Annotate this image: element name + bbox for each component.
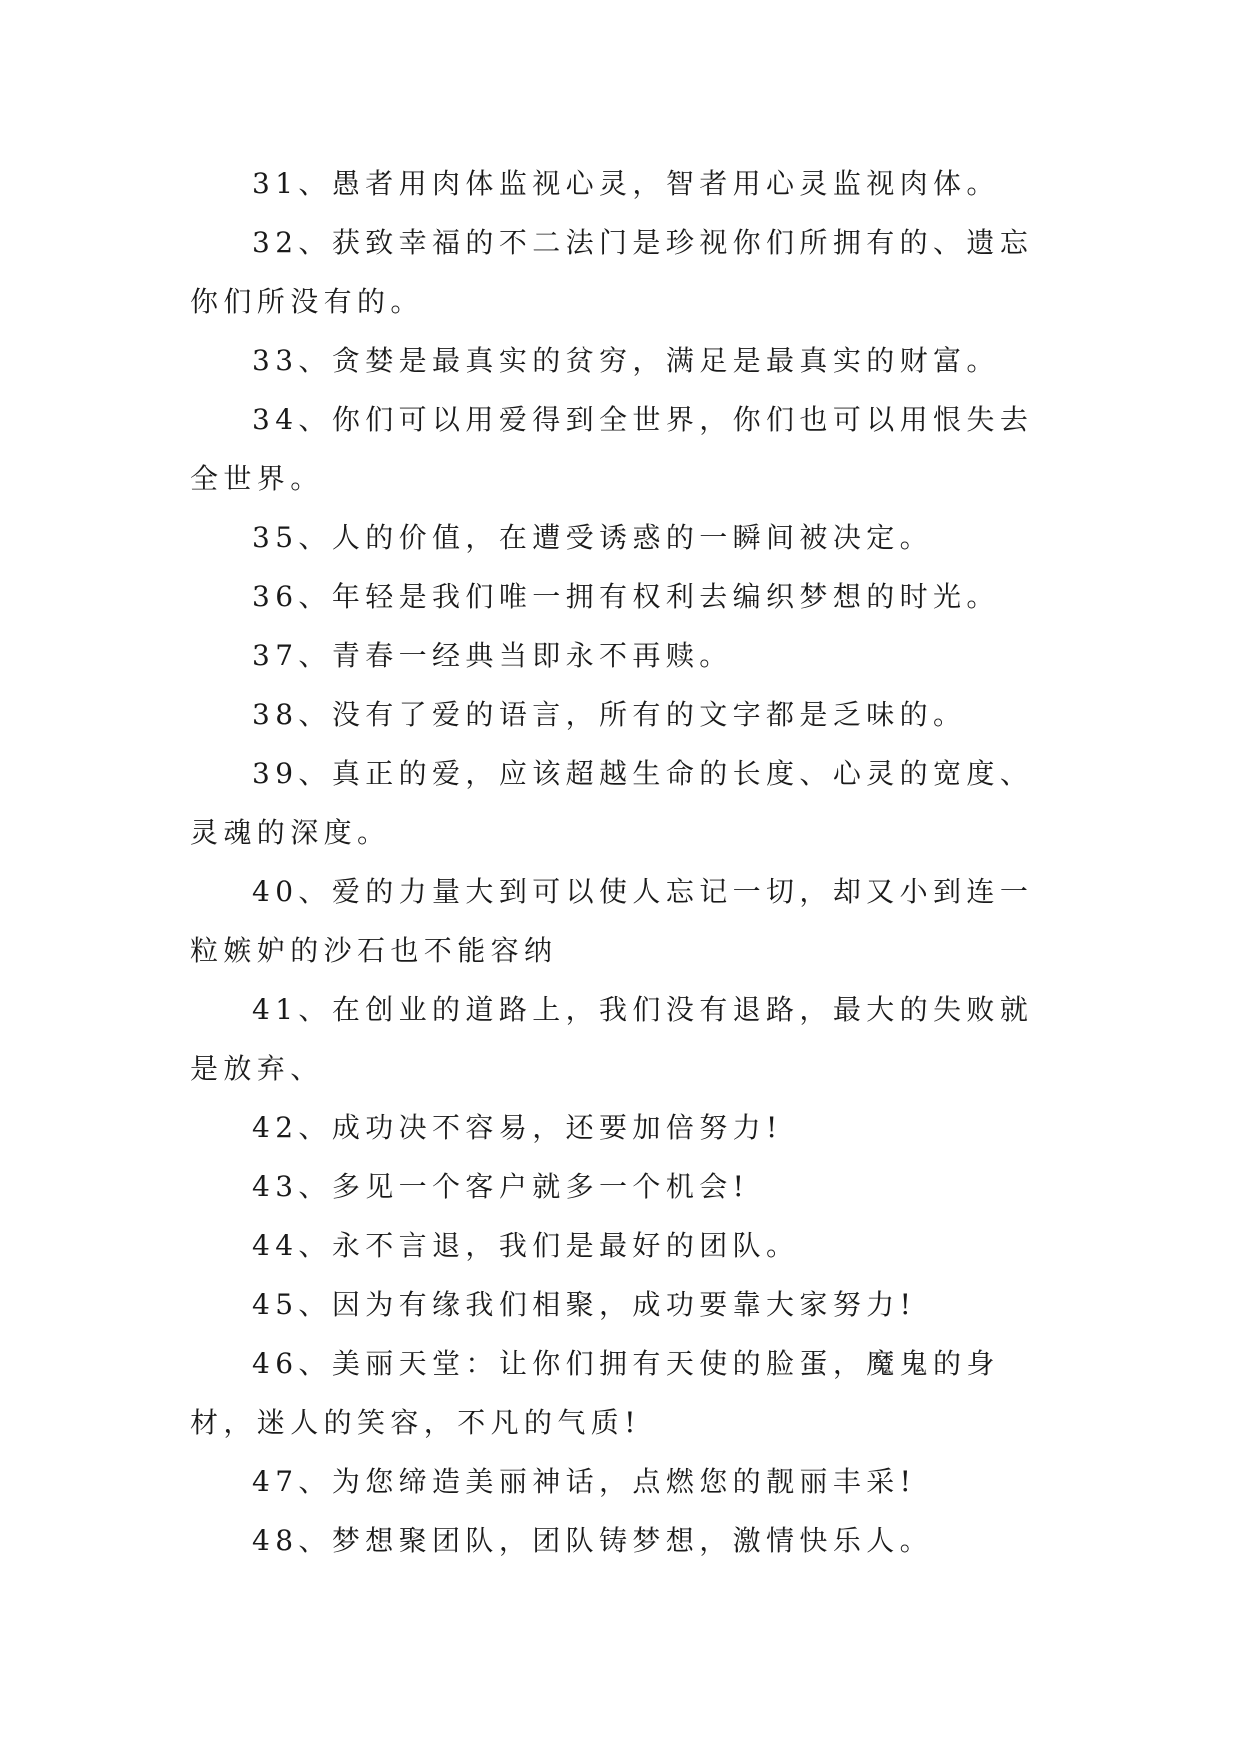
paragraph-44: 44、永不言退，我们是最好的团队。 <box>252 1229 800 1262</box>
paragraph-39: 39、真正的爱，应该超越生命的长度、心灵的宽度、灵魂的深度。 <box>190 757 1034 849</box>
paragraph-36: 36、年轻是我们唯一拥有权利去编织梦想的时光。 <box>252 580 1000 613</box>
paragraph-42: 42、成功决不容易，还要加倍努力! <box>252 1111 783 1144</box>
paragraph-32: 32、获致幸福的不二法门是珍视你们所拥有的、遗忘你们所没有的。 <box>190 226 1034 318</box>
paragraph-48: 48、梦想聚团队，团队铸梦想，激情快乐人。 <box>252 1524 934 1557</box>
paragraph-34: 34、你们可以用爱得到全世界，你们也可以用恨失去全世界。 <box>190 403 1034 495</box>
paragraph-46: 46、美丽天堂：让你们拥有天使的脸蛋，魔鬼的身材，迷人的笑容，不凡的气质! <box>190 1347 1000 1439</box>
paragraph-47: 47、为您缔造美丽神话，点燃您的靓丽丰采! <box>252 1465 917 1498</box>
paragraph-33: 33、贪婪是最真实的贫穷，满足是最真实的财富。 <box>252 344 1000 377</box>
paragraph-38: 38、没有了爱的语言，所有的文字都是乏味的。 <box>252 698 967 731</box>
paragraph-43: 43、多见一个客户就多一个机会! <box>252 1170 750 1203</box>
document-body <box>190 154 1050 1570</box>
paragraph-40: 40、爱的力量大到可以使人忘记一切，却又小到连一粒嫉妒的沙石也不能容纳 <box>190 875 1034 967</box>
paragraph-37: 37、青春一经典当即永不再赎。 <box>252 639 733 672</box>
paragraph-35: 35、人的价值，在遭受诱惑的一瞬间被决定。 <box>252 521 934 554</box>
paragraph-45: 45、因为有缘我们相聚，成功要靠大家努力! <box>252 1288 917 1321</box>
paragraph-41: 41、在创业的道路上，我们没有退路，最大的失败就是放弃、 <box>190 993 1034 1085</box>
paragraph-31: 31、愚者用肉体监视心灵，智者用心灵监视肉体。 <box>252 167 1000 200</box>
